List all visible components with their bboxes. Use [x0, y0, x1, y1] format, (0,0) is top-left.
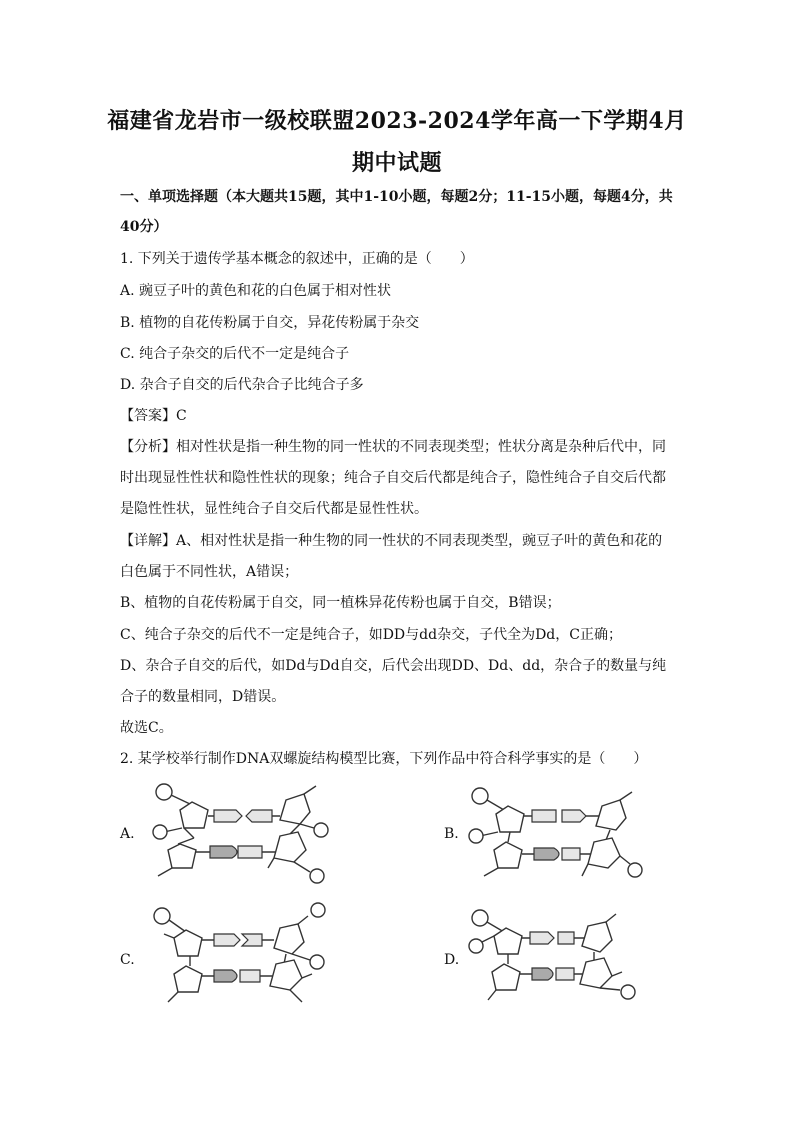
- dna-model-figure-d: [470, 906, 660, 1016]
- section-heading-line1: 一、单项选择题（本大题共15题，其中1-10小题，每题2分；11-15小题，每题4分，共: [120, 189, 673, 205]
- q1-analysis-line: 是隐性性状，显性纯合子自交后代都是显性性状。: [120, 501, 428, 517]
- q1-detail-line: B、植物的自花传粉属于自交，同一植株异花传粉也属于自交，B错误；: [120, 595, 561, 611]
- q1-analysis-line: 【分析】相对性状是指一种生物的同一性状的不同表现类型；性状分离是杂种后代中，同: [120, 439, 666, 455]
- q1-option-b: B. 植物的自花传粉属于自交，异花传粉属于杂交: [120, 315, 420, 331]
- q1-stem: 1. 下列关于遗传学基本概念的叙述中，正确的是（ ）: [120, 251, 474, 267]
- q1-detail-line: C、纯合子杂交的后代不一定是纯合子，如DD与dd杂交，子代全为Dd，C正确；: [120, 627, 622, 643]
- dna-model-figure-b: [470, 784, 660, 894]
- q1-option-d: D. 杂合子自交的后代杂合子比纯合子多: [120, 377, 364, 393]
- dna-model-figure-a: [150, 780, 340, 890]
- q1-detail-line: 白色属于不同性状，A错误；: [120, 564, 299, 580]
- q2-option-b-label: B.: [444, 826, 459, 842]
- doc-title-line2: 期中试题: [351, 150, 442, 176]
- dna-model-figure-c: [150, 906, 340, 1016]
- q1-option-c: C. 纯合子杂交的后代不一定是纯合子: [120, 346, 350, 362]
- section-heading-line2: 40分）: [120, 219, 168, 235]
- q2-option-d-label: D.: [444, 952, 460, 968]
- q2-option-c-label: C.: [120, 952, 135, 968]
- q1-answer: 【答案】C: [120, 408, 187, 424]
- q1-detail-line: 【详解】A、相对性状是指一种生物的同一性状的不同表现类型，豌豆子叶的黄色和花的: [120, 533, 663, 549]
- q1-option-a: A. 豌豆子叶的黄色和花的白色属于相对性状: [120, 283, 392, 299]
- q2-option-a-label: A.: [120, 826, 135, 842]
- q2-stem: 2. 某学校举行制作DNA双螺旋结构模型比赛，下列作品中符合科学事实的是（ ）: [120, 751, 648, 767]
- doc-title-line1: 福建省龙岩市一级校联盟2023-2024学年高一下学期4月: [107, 108, 687, 134]
- q1-detail-line: 故选C。: [120, 720, 173, 736]
- q1-analysis-line: 时出现显性性状和隐性性状的现象；纯合子自交后代都是纯合子，隐性纯合子自交后代都: [120, 470, 666, 486]
- q1-detail-line: D、杂合子自交的后代，如Dd与Dd自交，后代会出现DD、Dd、dd，杂合子的数量与纯: [120, 658, 667, 674]
- q1-detail-line: 合子的数量相同，D错误。: [120, 689, 286, 705]
